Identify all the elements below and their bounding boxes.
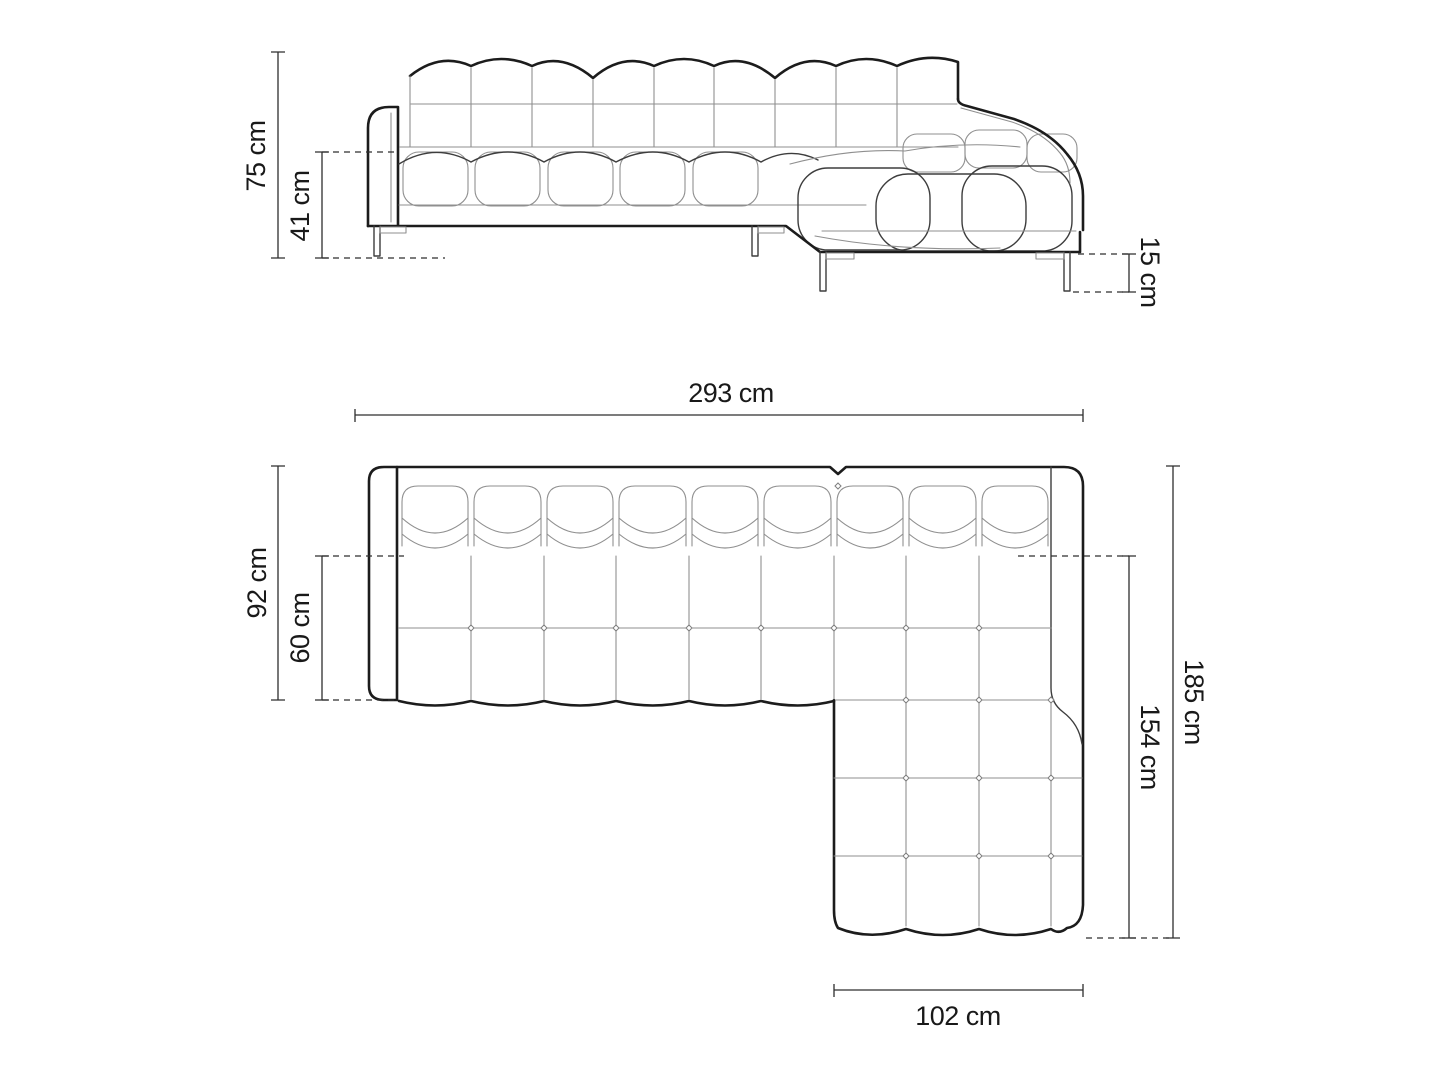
front-seat-height-label: 41 cm: [285, 170, 315, 242]
front-total-height-label: 75 cm: [241, 120, 271, 192]
plan-dim-chaise-length: [1018, 556, 1173, 938]
front-right-armrest: [958, 99, 1083, 230]
plan-back-cushions: [402, 486, 1048, 548]
front-left-armrest: [368, 107, 398, 226]
front-seat-cushions: [399, 152, 866, 206]
front-backrest-outline: [410, 58, 958, 99]
plan-left-armrest: [369, 467, 397, 700]
plan-dim-total-width: [355, 378, 1083, 422]
plan-seat-depth-label: 60 cm: [285, 592, 315, 664]
plan-seat-grid: [399, 556, 1082, 926]
plan-right-armrest-inner: [1051, 467, 1082, 744]
plan-dim-right-length: [1166, 466, 1209, 938]
front-leg-height-label: 15 cm: [1135, 236, 1165, 308]
plan-dim-chaise-width: [834, 984, 1083, 1031]
front-dim-leg-height: [1073, 236, 1165, 307]
plan-chaise-width-label: 102 cm: [915, 1001, 1001, 1031]
top-view-drawing: [242, 378, 1209, 1031]
plan-dim-total-depth: [242, 466, 285, 700]
front-dim-total-height: [241, 52, 285, 258]
front-chaise-cushions: [790, 130, 1077, 251]
front-backrest-tuft-lines: [400, 68, 958, 147]
plan-main-front-edge: [399, 701, 834, 706]
plan-right-length-label: 185 cm: [1179, 659, 1209, 745]
front-view-drawing: [241, 52, 1165, 308]
plan-dim-seat-depth: [285, 556, 404, 700]
plan-chaise-length-label: 154 cm: [1135, 704, 1165, 790]
plan-total-width-label: 293 cm: [688, 378, 774, 408]
plan-total-depth-label: 92 cm: [242, 547, 272, 619]
front-base: [368, 226, 1080, 252]
